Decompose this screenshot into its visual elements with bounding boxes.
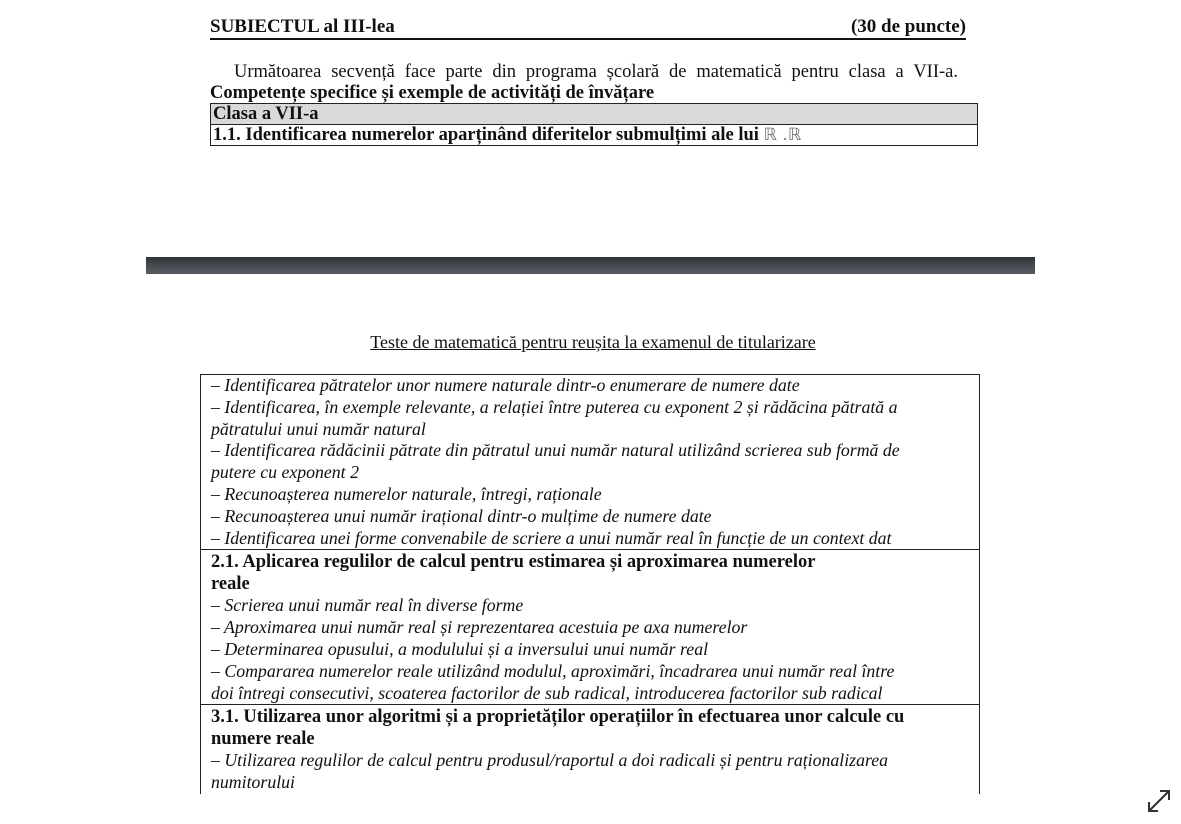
first-competence-text: 1.1. Identificarea numerelor aparținând diferitelor submulțimi ale lui (213, 125, 759, 145)
activity-item: – Identificarea, în exemple relevante, a relației între puterea cu exponent 2 și rădăcina pătrată a (211, 396, 898, 417)
competence-title: 2.1. Aplicarea regulilor de calcul pentru estimarea și aproximarea numerelor (211, 552, 816, 573)
first-competence-row (211, 125, 978, 146)
page-1-content (210, 14, 980, 146)
competence-block-2 (201, 550, 980, 705)
activity-item: – Compararea numerelor reale utilizând modulul, aproximări, încadrarea unui număr real între (211, 660, 895, 681)
competence-block-1-cell (201, 375, 980, 550)
real-numbers-symbol: ℝ .ℝ (763, 125, 802, 145)
expand-icon[interactable] (1146, 788, 1172, 814)
competence-block-1 (201, 375, 980, 550)
competence-block-3-cell (201, 705, 980, 794)
competence-title-continued: reale (211, 574, 250, 595)
activity-item: – Utilizarea regulilor de calcul pentru produsul/raportul a doi radicali și pentru raționalizarea (211, 750, 888, 771)
activity-item: – Identificarea unei forme convenabile de scriere a unui număr real în funcție de un context dat (211, 527, 892, 548)
page-separator (146, 257, 1035, 274)
activity-item: – Recunoașterea unui număr irațional dintr-o mulțime de numere date (211, 505, 712, 526)
activity-item: – Determinarea opusului, a modulului și a inversului unui număr real (211, 638, 709, 659)
activity-item: numitorului (211, 772, 295, 793)
activity-item: – Aproximarea unui număr real și reprezentarea acestuia pe axa numerelor (211, 617, 748, 638)
activity-item: putere cu exponent 2 (211, 462, 359, 483)
competence-title: 3.1. Utilizarea unor algoritmi și a proprietăților operațiilor în efectuarea unor calcule cu (211, 707, 905, 728)
class-table-header: Clasa a VII-a (211, 104, 978, 125)
points-label: (30 de puncte) (850, 16, 966, 37)
class-table (210, 103, 978, 146)
running-title: Teste de matematică pentru reușita la examenul de titularizare (370, 332, 816, 352)
activity-item: pătratului unui număr natural (211, 418, 426, 439)
activity-item: – Scrierea unui număr real în diverse forme (211, 595, 524, 616)
activity-item: – Identificarea pătratelor unor numere naturale dintr-o enumerare de numere date (211, 375, 800, 395)
page-2-content (200, 330, 980, 793)
intro-paragraph: Următoarea secvență face parte din programa școlară de matematică pentru clasa a VII-a. (234, 62, 958, 82)
subject-heading-row (210, 14, 966, 40)
section-title: Competențe specifice și exemple de activități de învățare (210, 83, 655, 103)
competences-table (200, 374, 980, 794)
subject-heading: SUBIECTUL al III-lea (210, 16, 395, 37)
activity-item: doi întregi consecutivi, scoaterea factorilor de sub radical, introducerea factorilor sub radical (211, 682, 883, 703)
competence-title-continued: numere reale (211, 729, 315, 750)
competence-block-2-cell (201, 550, 980, 705)
activity-item: – Identificarea rădăcinii pătrate din pătratul unui număr natural utilizând scrierea sub formă de (211, 440, 900, 461)
activity-item: – Recunoașterea numerelor naturale, întregi, raționale (211, 483, 602, 504)
competence-block-3 (201, 705, 980, 794)
